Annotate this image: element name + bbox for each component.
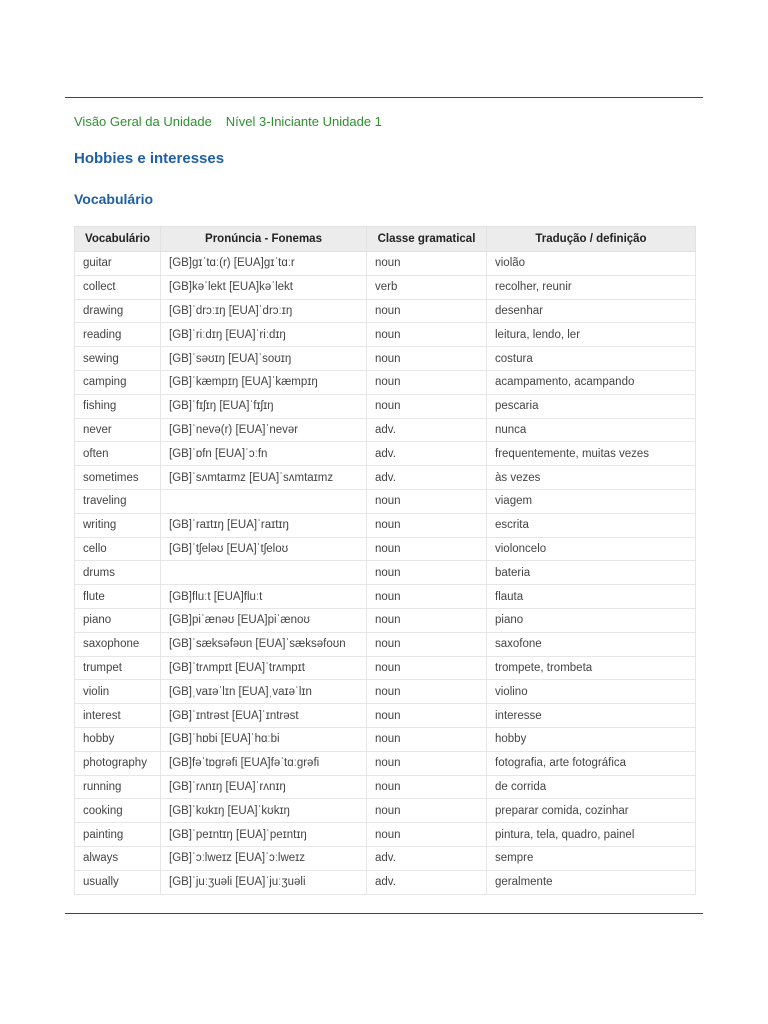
- cell-translation: violino: [487, 680, 696, 704]
- cell-word: piano: [75, 608, 161, 632]
- cell-word: cooking: [75, 799, 161, 823]
- cell-word: interest: [75, 704, 161, 728]
- cell-word: fishing: [75, 394, 161, 418]
- cell-word-class: noun: [367, 323, 487, 347]
- cell-pronunciation: [GB]ˈkʊkɪŋ [EUA]ˈkʊkɪŋ: [161, 799, 367, 823]
- cell-word-class: noun: [367, 370, 487, 394]
- cell-pronunciation: [GB]ˈtʃeləʊ [EUA]ˈtʃeloʊ: [161, 537, 367, 561]
- cell-word: running: [75, 775, 161, 799]
- cell-translation: violoncelo: [487, 537, 696, 561]
- cell-pronunciation: [GB]ˈpeɪntɪŋ [EUA]ˈpeɪntɪŋ: [161, 823, 367, 847]
- cell-translation: escrita: [487, 513, 696, 537]
- cell-word: photography: [75, 751, 161, 775]
- cell-word: usually: [75, 870, 161, 894]
- cell-pronunciation: [GB]ˈraɪtɪŋ [EUA]ˈraɪtɪŋ: [161, 513, 367, 537]
- table-row: [75, 775, 696, 799]
- cell-translation: interesse: [487, 704, 696, 728]
- section-heading: Vocabulário: [74, 191, 154, 207]
- cell-word: reading: [75, 323, 161, 347]
- cell-word-class: noun: [367, 537, 487, 561]
- cell-translation: pescaria: [487, 394, 696, 418]
- cell-word: flute: [75, 585, 161, 609]
- table-row: [75, 561, 696, 585]
- cell-word: camping: [75, 370, 161, 394]
- cell-word-class: noun: [367, 775, 487, 799]
- cell-word-class: adv.: [367, 846, 487, 870]
- cell-pronunciation: [GB]fluːt [EUA]fluːt: [161, 585, 367, 609]
- cell-pronunciation: [GB]ˈriːdɪŋ [EUA]ˈriːdɪŋ: [161, 323, 367, 347]
- cell-translation: saxofone: [487, 632, 696, 656]
- table-row: [75, 323, 696, 347]
- table-row: [75, 823, 696, 847]
- cell-translation: recolher, reunir: [487, 275, 696, 299]
- column-header-word-class: Classe gramatical: [367, 227, 487, 252]
- cell-word: sewing: [75, 347, 161, 371]
- table-row: [75, 727, 696, 751]
- table-row: [75, 299, 696, 323]
- cell-word: guitar: [75, 252, 161, 276]
- cell-word: drums: [75, 561, 161, 585]
- cell-word: drawing: [75, 299, 161, 323]
- cell-translation: violão: [487, 252, 696, 276]
- cell-translation: frequentemente, muitas vezes: [487, 442, 696, 466]
- cell-word-class: noun: [367, 823, 487, 847]
- cell-word: often: [75, 442, 161, 466]
- bottom-divider: [65, 913, 703, 914]
- vocabulary-table: [74, 226, 696, 895]
- cell-pronunciation: [GB]fəˈtɒgrəfi [EUA]fəˈtɑːgrəfi: [161, 751, 367, 775]
- cell-pronunciation: [GB]piˈænəʊ [EUA]piˈænoʊ: [161, 608, 367, 632]
- cell-word-class: noun: [367, 585, 487, 609]
- cell-pronunciation: [GB]ˈkæmpɪŋ [EUA]ˈkæmpɪŋ: [161, 370, 367, 394]
- cell-pronunciation: [GB]ˈsʌmtaɪmz [EUA]ˈsʌmtaɪmz: [161, 466, 367, 490]
- table-row: [75, 751, 696, 775]
- table-row: [75, 347, 696, 371]
- cell-word-class: noun: [367, 704, 487, 728]
- cell-word-class: noun: [367, 394, 487, 418]
- cell-translation: acampamento, acampando: [487, 370, 696, 394]
- cell-translation: nunca: [487, 418, 696, 442]
- cell-word: collect: [75, 275, 161, 299]
- cell-word-class: verb: [367, 275, 487, 299]
- cell-translation: hobby: [487, 727, 696, 751]
- cell-word-class: adv.: [367, 870, 487, 894]
- cell-translation: de corrida: [487, 775, 696, 799]
- cell-translation: às vezes: [487, 466, 696, 490]
- table-row: [75, 870, 696, 894]
- page-title: Hobbies e interesses: [74, 150, 225, 167]
- cell-word-class: adv.: [367, 442, 487, 466]
- cell-translation: pintura, tela, quadro, painel: [487, 823, 696, 847]
- cell-pronunciation: [GB]ˈhɒbi [EUA]ˈhɑːbi: [161, 727, 367, 751]
- table-row: [75, 656, 696, 680]
- cell-pronunciation: [GB]ˈsæksəfəʊn [EUA]ˈsæksəfoʊn: [161, 632, 367, 656]
- table-row: [75, 442, 696, 466]
- cell-translation: preparar comida, cozinhar: [487, 799, 696, 823]
- table-row: [75, 275, 696, 299]
- cell-word: always: [75, 846, 161, 870]
- cell-translation: trompete, trombeta: [487, 656, 696, 680]
- cell-pronunciation: [GB]ˈsəʊɪŋ [EUA]ˈsoʊɪŋ: [161, 347, 367, 371]
- table-row: [75, 846, 696, 870]
- cell-translation: viagem: [487, 489, 696, 513]
- cell-pronunciation: [GB]ˈɪntrəst [EUA]ˈɪntrəst: [161, 704, 367, 728]
- table-row: [75, 632, 696, 656]
- cell-pronunciation: [GB]ˈjuːʒuəli [EUA]ˈjuːʒuəli: [161, 870, 367, 894]
- table-row: [75, 680, 696, 704]
- cell-pronunciation: [GB]ˈɔːlweɪz [EUA]ˈɔːlweɪz: [161, 846, 367, 870]
- table-row: [75, 252, 696, 276]
- cell-translation: fotografia, arte fotográfica: [487, 751, 696, 775]
- cell-pronunciation: [GB]ˌvaɪəˈlɪn [EUA]ˌvaɪəˈlɪn: [161, 680, 367, 704]
- cell-word-class: noun: [367, 299, 487, 323]
- cell-word: sometimes: [75, 466, 161, 490]
- table-row: [75, 704, 696, 728]
- table-body: [75, 252, 696, 895]
- table-row: [75, 799, 696, 823]
- cell-word-class: noun: [367, 727, 487, 751]
- cell-word-class: adv.: [367, 466, 487, 490]
- table-row: [75, 608, 696, 632]
- table-header-row: [75, 227, 696, 252]
- cell-word-class: noun: [367, 608, 487, 632]
- cell-word: painting: [75, 823, 161, 847]
- cell-translation: costura: [487, 347, 696, 371]
- cell-word-class: noun: [367, 561, 487, 585]
- top-divider: [65, 97, 703, 98]
- table-row: [75, 513, 696, 537]
- table-row: [75, 489, 696, 513]
- cell-word-class: noun: [367, 799, 487, 823]
- cell-translation: piano: [487, 608, 696, 632]
- column-header-vocabulary: Vocabulário: [75, 227, 161, 252]
- cell-word: violin: [75, 680, 161, 704]
- table-row: [75, 585, 696, 609]
- cell-pronunciation: [GB]ˈdrɔːɪŋ [EUA]ˈdrɔːɪŋ: [161, 299, 367, 323]
- cell-pronunciation: [GB]gɪˈtɑː(r) [EUA]gɪˈtɑːr: [161, 252, 367, 276]
- cell-word-class: noun: [367, 632, 487, 656]
- cell-pronunciation: [161, 489, 367, 513]
- cell-word-class: noun: [367, 347, 487, 371]
- cell-pronunciation: [GB]ˈɒfn [EUA]ˈɔːfn: [161, 442, 367, 466]
- table-row: [75, 418, 696, 442]
- cell-translation: flauta: [487, 585, 696, 609]
- column-header-pronunciation: Pronúncia - Fonemas: [161, 227, 367, 252]
- cell-word-class: noun: [367, 656, 487, 680]
- cell-word-class: adv.: [367, 418, 487, 442]
- cell-pronunciation: [GB]kəˈlekt [EUA]kəˈlekt: [161, 275, 367, 299]
- breadcrumb-unit-overview-link[interactable]: Visão Geral da Unidade: [74, 114, 212, 129]
- cell-pronunciation: [GB]ˈrʌnɪŋ [EUA]ˈrʌnɪŋ: [161, 775, 367, 799]
- cell-word: hobby: [75, 727, 161, 751]
- column-header-translation: Tradução / definição: [487, 227, 696, 252]
- cell-pronunciation: [GB]ˈtrʌmpɪt [EUA]ˈtrʌmpɪt: [161, 656, 367, 680]
- cell-word: traveling: [75, 489, 161, 513]
- cell-word-class: noun: [367, 513, 487, 537]
- cell-translation: desenhar: [487, 299, 696, 323]
- cell-translation: leitura, lendo, ler: [487, 323, 696, 347]
- cell-translation: sempre: [487, 846, 696, 870]
- breadcrumb: [74, 114, 382, 129]
- cell-word: saxophone: [75, 632, 161, 656]
- cell-pronunciation: [161, 561, 367, 585]
- cell-translation: geralmente: [487, 870, 696, 894]
- cell-word: never: [75, 418, 161, 442]
- cell-word-class: noun: [367, 680, 487, 704]
- cell-word-class: noun: [367, 489, 487, 513]
- cell-pronunciation: [GB]ˈfɪʃɪŋ [EUA]ˈfɪʃɪŋ: [161, 394, 367, 418]
- cell-word: trumpet: [75, 656, 161, 680]
- table-row: [75, 466, 696, 490]
- table-row: [75, 537, 696, 561]
- cell-word-class: noun: [367, 252, 487, 276]
- breadcrumb-level-link[interactable]: Nível 3-Iniciante Unidade 1: [225, 114, 382, 129]
- cell-translation: bateria: [487, 561, 696, 585]
- cell-word-class: noun: [367, 751, 487, 775]
- table-row: [75, 394, 696, 418]
- table-row: [75, 370, 696, 394]
- cell-pronunciation: [GB]ˈnevə(r) [EUA]ˈnevər: [161, 418, 367, 442]
- cell-word: writing: [75, 513, 161, 537]
- cell-word: cello: [75, 537, 161, 561]
